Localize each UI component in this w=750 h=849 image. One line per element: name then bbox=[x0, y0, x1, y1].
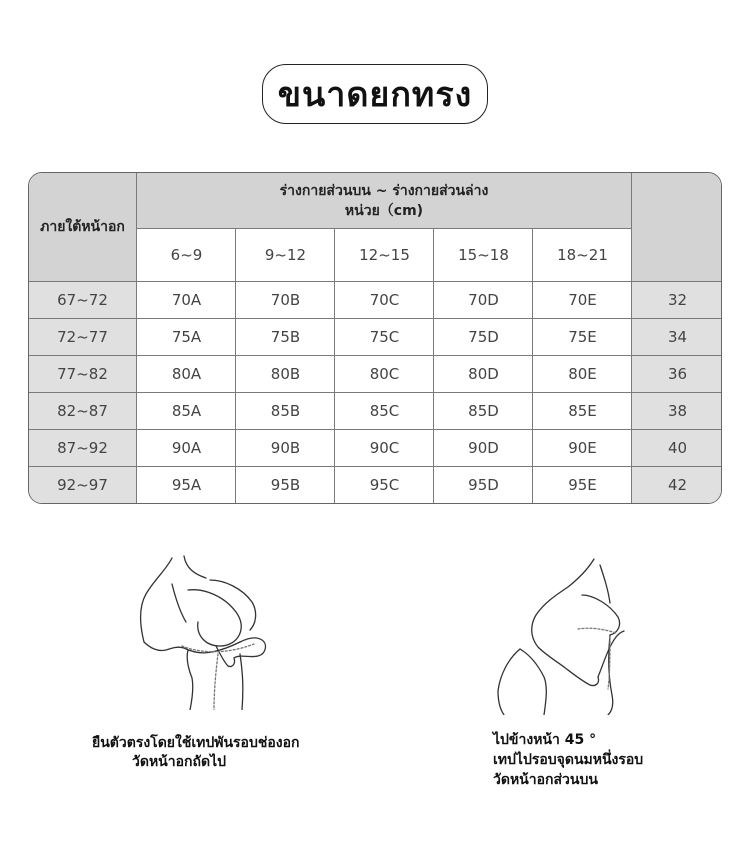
band-header-cell bbox=[632, 173, 722, 281]
size-table bbox=[28, 172, 722, 504]
size-cell-text: 75A bbox=[171, 328, 202, 346]
size-cell bbox=[434, 356, 533, 392]
front-measure-illustration bbox=[132, 550, 282, 710]
grid-line bbox=[334, 228, 335, 504]
band-size-cell bbox=[632, 430, 722, 466]
size-cell-text: 85E bbox=[568, 402, 597, 420]
size-cell bbox=[335, 393, 434, 429]
instruction-left-line2: วัดหน้าอกถัดไป bbox=[132, 754, 226, 770]
instruction-right-line3: วัดหน้าอกส่วนบน bbox=[493, 772, 598, 788]
band-size-cell-text: 42 bbox=[667, 476, 688, 494]
underbust-cell bbox=[29, 467, 136, 503]
grid-line bbox=[136, 228, 632, 229]
size-cell-text: 70E bbox=[568, 291, 597, 309]
size-cell bbox=[236, 467, 335, 503]
size-cell bbox=[137, 319, 236, 355]
side-measure-illustration bbox=[490, 555, 640, 715]
band-size-cell-text: 38 bbox=[667, 402, 688, 420]
column-header bbox=[236, 229, 335, 281]
size-cell-text: 80D bbox=[468, 365, 499, 383]
size-cell bbox=[137, 356, 236, 392]
grid-line bbox=[29, 392, 722, 393]
size-cell bbox=[533, 319, 632, 355]
size-cell bbox=[533, 467, 632, 503]
grid-line bbox=[433, 228, 434, 504]
size-cell-text: 75C bbox=[369, 328, 400, 346]
size-cell-text: 90C bbox=[369, 439, 400, 457]
grid-line bbox=[29, 355, 722, 356]
size-cell bbox=[434, 430, 533, 466]
size-cell bbox=[137, 393, 236, 429]
grid-line bbox=[235, 228, 236, 504]
size-cell-text: 80B bbox=[270, 365, 301, 383]
row-header-cell bbox=[29, 173, 136, 281]
size-cell-text: 95C bbox=[369, 476, 400, 494]
size-cell-text: 95E bbox=[568, 476, 597, 494]
size-cell-text: 80C bbox=[369, 365, 400, 383]
size-cell bbox=[434, 282, 533, 318]
band-size-cell bbox=[632, 282, 722, 318]
column-header bbox=[137, 229, 236, 281]
underbust-cell bbox=[29, 319, 136, 355]
underbust-cell-text: 72~77 bbox=[57, 328, 108, 346]
size-cell bbox=[236, 319, 335, 355]
size-cell-text: 75B bbox=[270, 328, 301, 346]
size-cell-text: 90A bbox=[171, 439, 202, 457]
column-header-label: 9~12 bbox=[264, 246, 307, 264]
size-cell bbox=[533, 393, 632, 429]
size-cell bbox=[236, 393, 335, 429]
size-cell-text: 95D bbox=[468, 476, 499, 494]
band-size-cell-text: 34 bbox=[667, 328, 688, 346]
size-cell-text: 70C bbox=[369, 291, 400, 309]
grid-line bbox=[532, 228, 533, 504]
column-header bbox=[434, 229, 533, 281]
group-header-line1: ร่างกายส่วนบน ~ ร่างกายส่วนล่าง bbox=[279, 182, 489, 199]
underbust-cell bbox=[29, 356, 136, 392]
column-header-label: 18~21 bbox=[557, 246, 608, 264]
size-cell bbox=[434, 393, 533, 429]
size-cell bbox=[335, 430, 434, 466]
size-cell bbox=[137, 467, 236, 503]
underbust-cell-text: 87~92 bbox=[57, 439, 108, 457]
size-cell-text: 70A bbox=[171, 291, 202, 309]
band-size-cell bbox=[632, 467, 722, 503]
band-size-cell bbox=[632, 319, 722, 355]
size-cell-text: 90D bbox=[468, 439, 499, 457]
band-size-cell-text: 32 bbox=[667, 291, 688, 309]
band-size-cell-text: 36 bbox=[667, 365, 688, 383]
instruction-left-line1: ยืนตัวตรงโดยใช้เทปพันรอบช่องอก bbox=[92, 735, 300, 751]
size-cell bbox=[434, 467, 533, 503]
grid-line bbox=[29, 429, 722, 430]
size-cell bbox=[137, 430, 236, 466]
size-cell-text: 90E bbox=[568, 439, 597, 457]
size-cell-text: 85B bbox=[270, 402, 301, 420]
size-cell-text: 80E bbox=[568, 365, 597, 383]
grid-line bbox=[631, 173, 632, 504]
grid-line bbox=[29, 318, 722, 319]
size-cell-text: 85A bbox=[171, 402, 202, 420]
group-header-line2: หน่วย（cm) bbox=[344, 202, 424, 219]
instruction-right-line2: เทปไปรอบจุดนมหนึ่งรอบ bbox=[493, 752, 644, 768]
underbust-cell-text: 92~97 bbox=[57, 476, 108, 494]
size-cell bbox=[533, 356, 632, 392]
column-header-label: 12~15 bbox=[359, 246, 410, 264]
underbust-cell-text: 67~72 bbox=[57, 291, 108, 309]
size-cell-text: 75E bbox=[568, 328, 597, 346]
size-cell bbox=[236, 356, 335, 392]
page-title: ขนาดยกทรง bbox=[262, 64, 488, 124]
size-cell bbox=[335, 467, 434, 503]
size-cell-text: 80A bbox=[171, 365, 202, 383]
underbust-cell-text: 82~87 bbox=[57, 402, 108, 420]
size-cell-text: 70D bbox=[468, 291, 499, 309]
size-cell-text: 95B bbox=[270, 476, 301, 494]
size-cell bbox=[533, 282, 632, 318]
size-cell-text: 70B bbox=[270, 291, 301, 309]
underbust-cell bbox=[29, 393, 136, 429]
instruction-right-line1: ไปข้างหน้า 45 ° bbox=[493, 732, 597, 748]
underbust-cell-text: 77~82 bbox=[57, 365, 108, 383]
column-header-label: 15~18 bbox=[458, 246, 509, 264]
size-cell bbox=[335, 319, 434, 355]
band-size-cell bbox=[632, 393, 722, 429]
grid-line bbox=[136, 173, 137, 504]
size-cell-text: 75D bbox=[468, 328, 499, 346]
size-cell bbox=[533, 430, 632, 466]
underbust-cell bbox=[29, 282, 136, 318]
grid-line bbox=[29, 466, 722, 467]
band-size-cell-text: 40 bbox=[667, 439, 688, 457]
grid-line bbox=[29, 281, 722, 282]
size-cell-text: 85C bbox=[369, 402, 400, 420]
size-cell bbox=[236, 282, 335, 318]
group-header-cell bbox=[137, 173, 631, 228]
size-cell-text: 90B bbox=[270, 439, 301, 457]
size-cell bbox=[137, 282, 236, 318]
band-size-cell bbox=[632, 356, 722, 392]
size-cell bbox=[434, 319, 533, 355]
column-header bbox=[335, 229, 434, 281]
size-cell bbox=[335, 356, 434, 392]
size-cell bbox=[335, 282, 434, 318]
size-cell-text: 95A bbox=[171, 476, 202, 494]
row-header-label: ภายใต้หน้าอก bbox=[40, 219, 125, 235]
column-header-label: 6~9 bbox=[170, 246, 203, 264]
column-header bbox=[533, 229, 632, 281]
size-cell bbox=[236, 430, 335, 466]
underbust-cell bbox=[29, 430, 136, 466]
size-cell-text: 85D bbox=[468, 402, 499, 420]
